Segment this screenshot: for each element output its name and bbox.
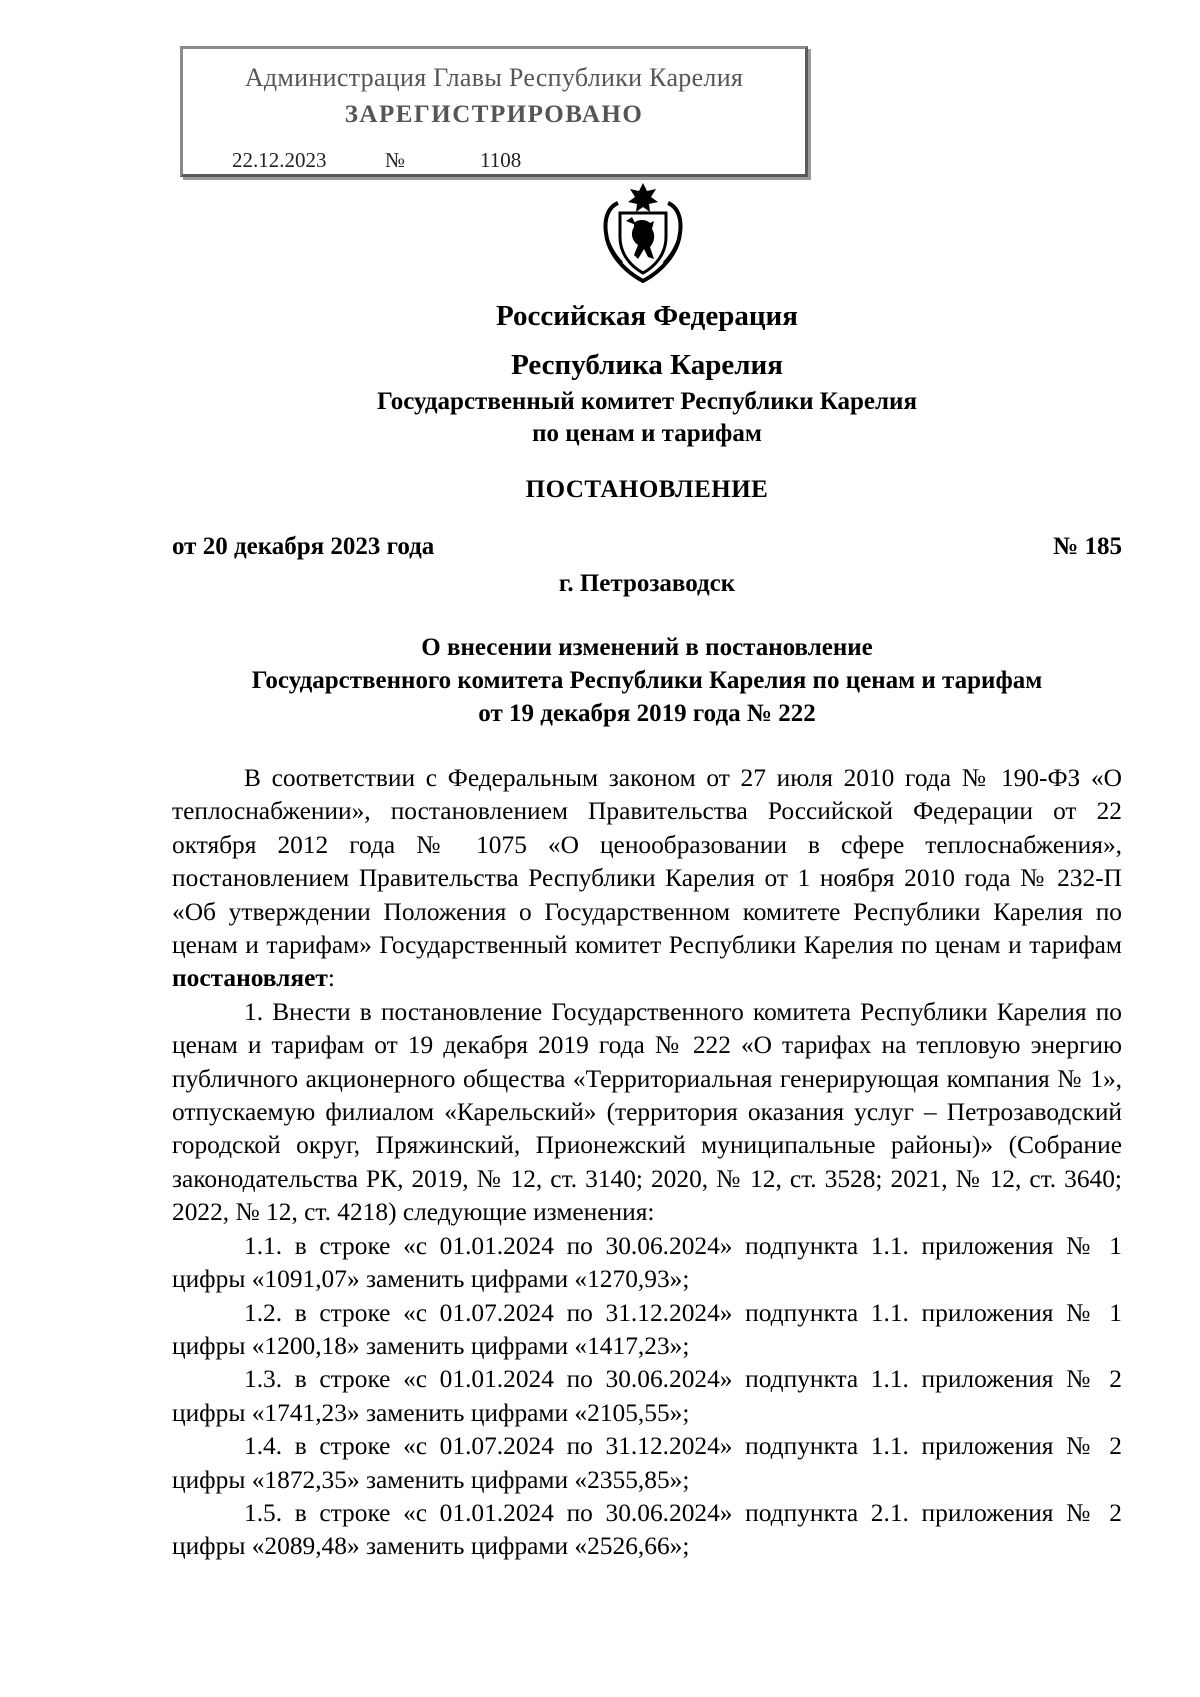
- registration-stamp: [180, 46, 808, 177]
- federation-heading: Российская Федерация: [496, 300, 798, 332]
- preamble-bold: постановляет: [172, 964, 328, 993]
- stamp-number: 1108: [480, 148, 522, 172]
- stamp-date: 22.12.2023: [232, 148, 327, 172]
- item-1-5: 1.5. в строке «с 01.01.2024 по 30.06.2024» подпункта 2.1. приложения № 2 цифры «2089,48» заменить цифрами «2526,66»;: [172, 1498, 1122, 1561]
- item-1-3: 1.3. в строке «с 01.01.2024 по 30.06.2024» подпункта 1.1. приложения № 2 цифры «1741,23» заменить цифрами «2105,55»;: [172, 1365, 1122, 1427]
- doc-title-line2: Государственного комитета Республики Карелия по ценам и тарифам: [251, 667, 1043, 694]
- stamp-no-label: №: [385, 148, 406, 172]
- document-body: [172, 762, 1122, 1564]
- doc-title-line3: от 19 декабря 2019 года № 222: [478, 700, 816, 727]
- republic-heading: Республика Карелия: [511, 349, 783, 381]
- item-1: 1. Внести в постановление Государственного комитета Республики Карелия по ценам и тарифам от 19 декабря 2019 года № 222 «О тарифах на тепловую энергию публичного акционерного общества «Территориальная генерирующая компания № 1», отпускаемую филиалом «Карельский» (территория оказания услуг – Петрозаводский городской округ, Пряжинский, Прионежский муниципальные районы)» (Собрание законодательства РК, 2019, № 12, ст. 3140; 2020, № 12, ст. 3528; 2021, № 12, ст. 3640; 2022, № 12, ст. 4218) следующие изменения:: [172, 997, 1122, 1227]
- item-1-1: 1.1. в строке «с 01.01.2024 по 30.06.2024» подпункта 1.1. приложения № 1 цифры «1091,07» заменить цифрами «1270,93»;: [172, 1231, 1122, 1294]
- doc-number: № 185: [1053, 533, 1122, 560]
- preamble-end: :: [327, 964, 335, 993]
- doc-date: от 20 декабря 2023 года: [172, 533, 435, 560]
- stamp-authority: Администрация Главы Республики Карелия: [244, 63, 744, 92]
- city: г. Петрозаводск: [558, 570, 736, 597]
- preamble-paragraph: [172, 762, 1122, 996]
- committee-heading: Государственный комитет Республики Карелия: [377, 388, 917, 415]
- stamp-registered: ЗАРЕГИСТРИРОВАНО: [344, 101, 644, 128]
- date-number-line: [172, 533, 1122, 561]
- stamp-registration-line: [195, 148, 603, 175]
- preamble-text: В соответствии с Федеральным законом от 27 июля 2010 года № 190-ФЗ «О теплоснабжении», постановлением Правительства Российской Федерации от 22 октября 2012 года № 1075 «О ценообразовании в сфере теплоснабжения», постановлением Правительства Республики Карелия от 1 ноября 2010 года № 232-П «Об утверждении Положения о Государственном комитете Республики Карелия по ценам и тарифам» Государственный комитет Республики Карелия по ценам и тарифам: [172, 764, 1122, 960]
- item-1-4: 1.4. в строке «с 01.07.2024 по 31.12.2024» подпункта 1.1. приложения № 2 цифры «1872,35» заменить цифрами «2355,85»;: [172, 1432, 1122, 1494]
- karelia-coat-of-arms-icon: [598, 181, 688, 286]
- doc-title-line1: О внесении изменений в постановление: [421, 634, 873, 661]
- committee-heading-line2: по ценам и тарифам: [532, 420, 762, 447]
- doc-type-heading: ПОСТАНОВЛЕНИЕ: [525, 476, 769, 503]
- item-1-2: 1.2. в строке «с 01.07.2024 по 31.12.2024» подпункта 1.1. приложения № 1 цифры «1200,18» заменить цифрами «1417,23»;: [172, 1298, 1122, 1360]
